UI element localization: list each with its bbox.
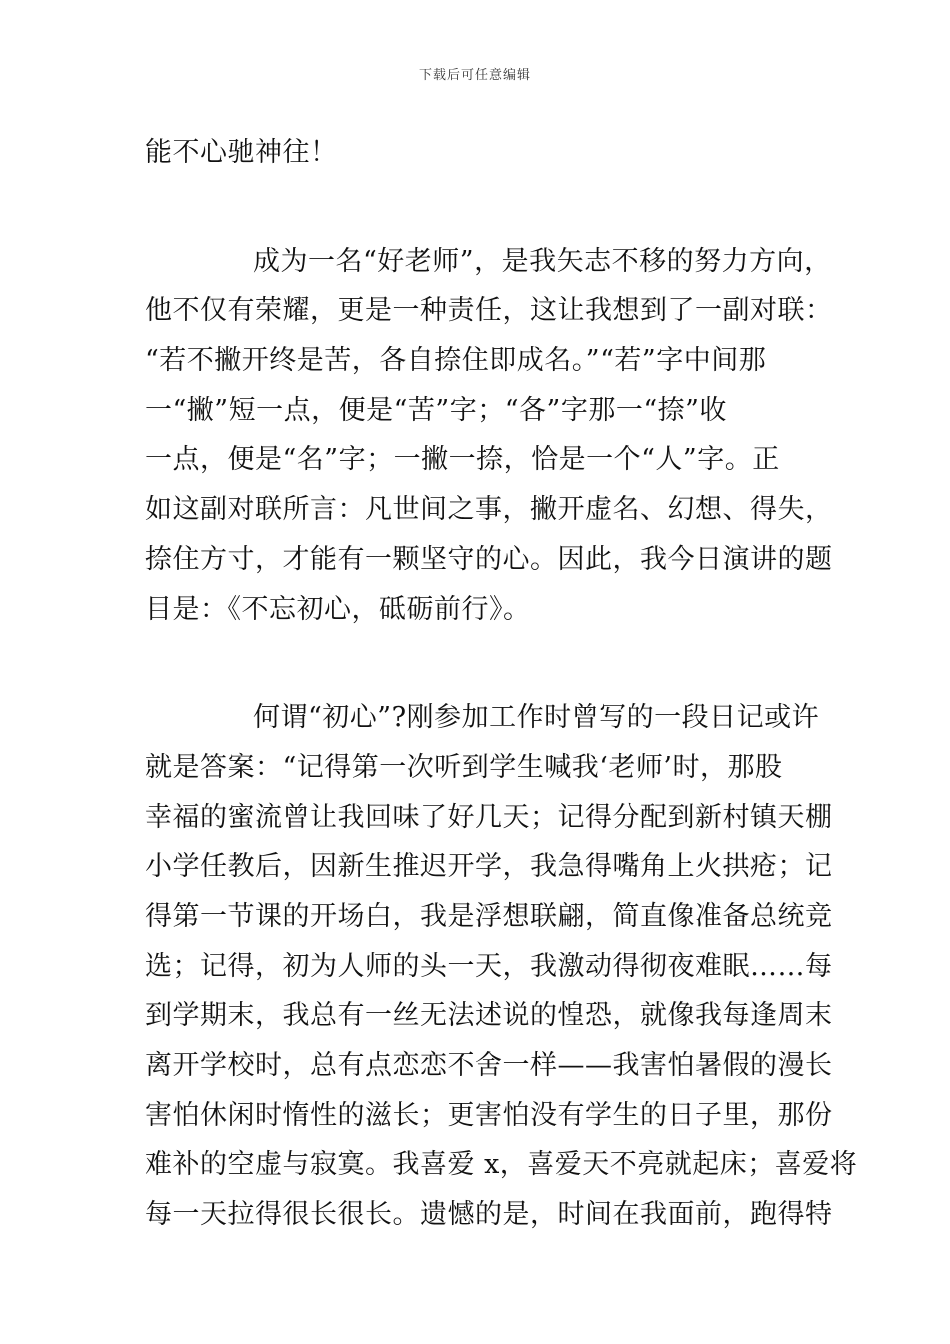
text-line: 他不仅有荣耀，更是一种责任，这让我想到了一副对联： <box>145 295 833 327</box>
text-line: 小学任教后，因新生推迟开学，我急得嘴角上火拱疮；记 <box>145 851 833 883</box>
text-line: “若不撇开终是苦，各自捺住即成名。”“若”字中间那 <box>145 345 767 377</box>
text-line: 一“撇”短一点，便是“苦”字；“各”字那一“捺”收 <box>145 394 727 426</box>
text-line: 选；记得，初为人师的头一天，我激动得彻夜难眠……每 <box>145 950 833 982</box>
paragraph-3 <box>145 693 858 1240</box>
text-line: 得第一节课的开场白，我是浮想联翩，简直像准备总统竞 <box>145 900 833 932</box>
paragraph-1 <box>145 128 835 178</box>
text-line: 如这副对联所言：凡世间之事，撇开虚名、幻想、得失， <box>145 494 833 526</box>
text-line: 一点，便是“名”字；一撇一捺，恰是一个“人”字。正 <box>145 444 780 476</box>
paragraph-2 <box>145 237 835 635</box>
paragraph-gap <box>145 634 835 693</box>
text-line: 何谓“初心”?刚参加工作时曾写的一段日记或许 <box>253 702 820 734</box>
text-line: 能不心驰神往！ <box>145 137 338 168</box>
text-line: 幸福的蜜流曾让我回味了好几天；记得分配到新村镇天棚 <box>145 801 833 833</box>
document-body <box>145 128 858 1240</box>
text-line: 离开学校时，总有点恋恋不舍一样——我害怕暑假的漫长 <box>145 1050 833 1081</box>
page-header: 下载后可任意编辑 <box>418 68 531 83</box>
text-line: 害怕休闲时惰性的滋长；更害怕没有学生的日子里，那份 <box>145 1099 833 1131</box>
text-line: 捺住方寸，才能有一颗坚守的心。因此，我今日演讲的题 <box>145 543 833 575</box>
text-line: 就是答案：“记得第一次听到学生喊我‘老师’时，那股 <box>145 751 783 783</box>
text-line: 成为一名“好老师”，是我矢志不移的努力方向， <box>253 245 832 277</box>
text-line: 到学期末，我总有一丝无法述说的惶恐，就像我每逢周末 <box>145 1000 833 1032</box>
text-line: 难补的空虚与寂寞。我喜爱 x，喜爱天不亮就起床；喜爱将 <box>145 1149 858 1181</box>
text-line: 目是：《不忘初心，砥砺前行》。 <box>145 593 531 625</box>
paragraph-gap <box>145 178 835 237</box>
text-line: 每一天拉得很长很长。遗憾的是，时间在我面前，跑得特 <box>145 1199 833 1231</box>
